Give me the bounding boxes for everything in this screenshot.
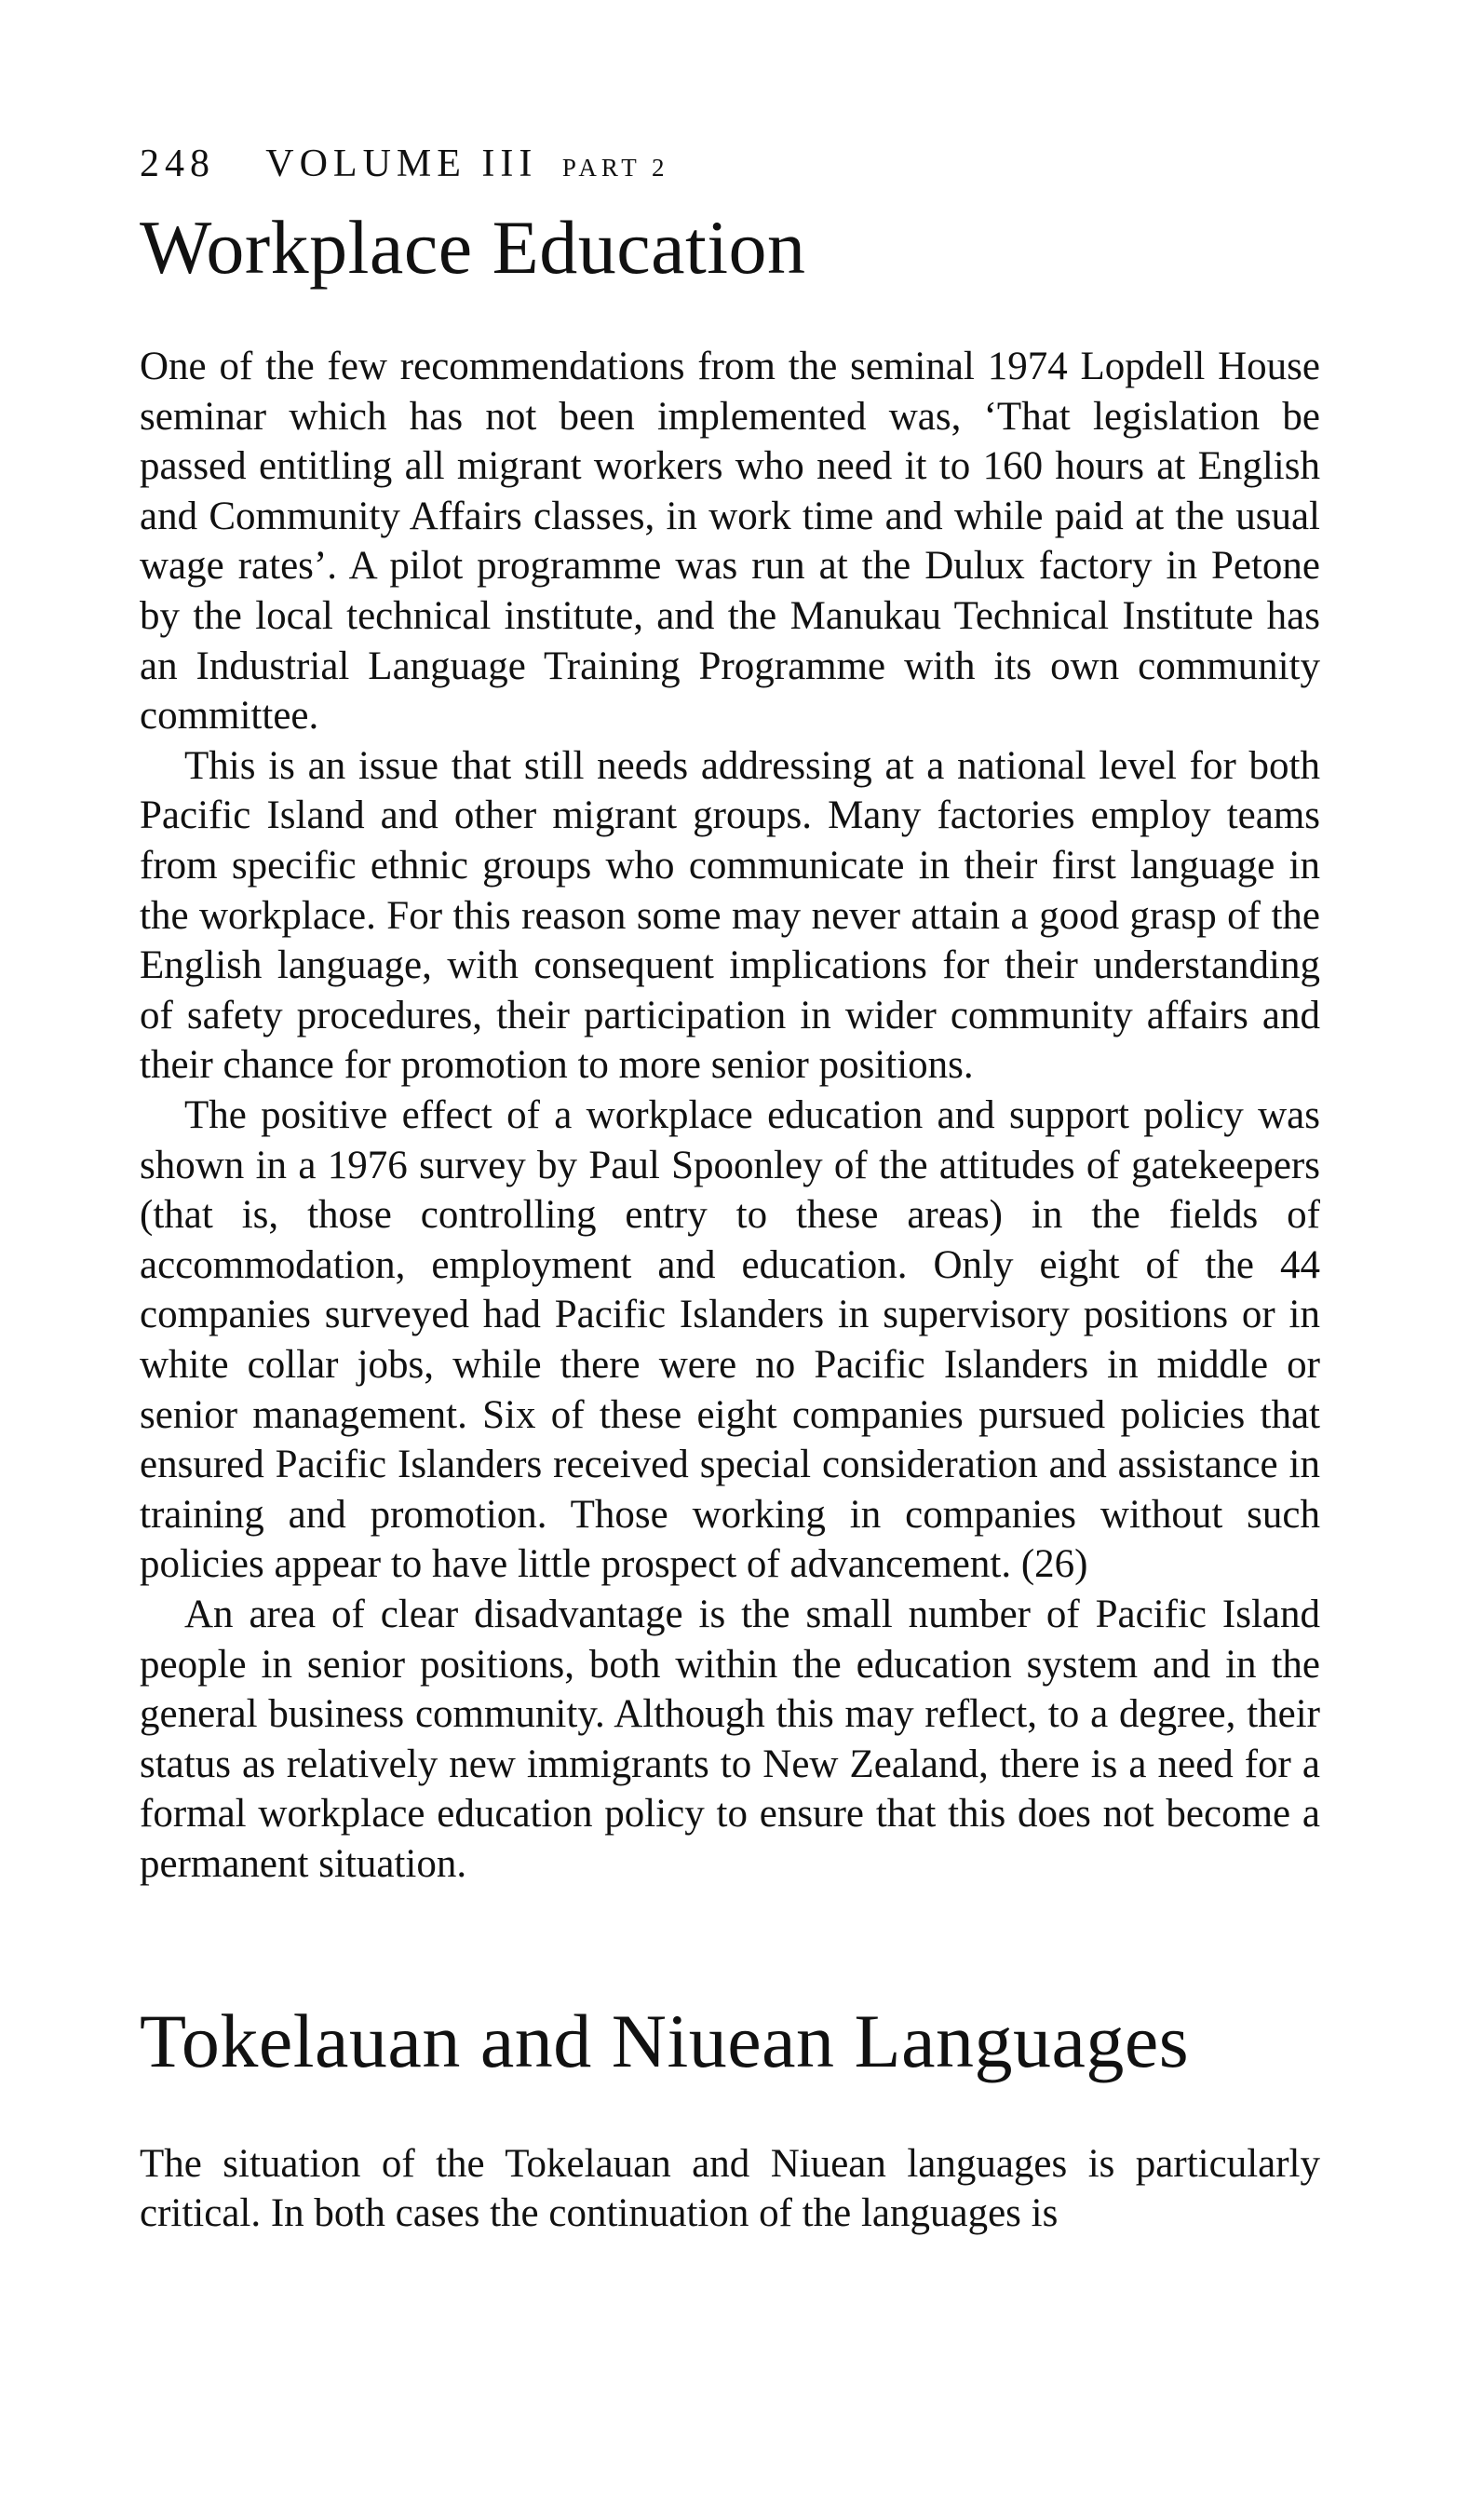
volume-label: VOLUME III xyxy=(265,142,538,185)
paragraph: An area of clear disadvantage is the small number of Pacific Island people in senior positions, both within the education system and in the general business community. Although this may reflect, to a degree, their status as relatively new immigrants to New Zealand, there is a need for a formal workplace education policy to ensure that this does not become a permanent situation. xyxy=(140,1592,1320,1886)
section-title-tokelauan-niuean-languages: Tokelauan and Niuean Languages xyxy=(140,1998,1190,2083)
page-number: 248 xyxy=(140,142,215,185)
paragraph: The situation of the Tokelauan and Niuean languages is particularly critical. In both cases the continuation of the languages is xyxy=(140,2141,1320,2236)
paragraph: This is an issue that still needs addressing at a national level for both Pacific Island and other migrant groups. Many factories employ teams from specific ethnic groups who communicate in their first language in the workplace. For this reason some may never attain a good grasp of the English language, with consequent implications for their understanding of safety procedures, their participation in wider community affairs and their chance for promotion to more senior positions. xyxy=(140,743,1320,1088)
part-label: PART 2 xyxy=(561,154,669,182)
section-title-workplace-education: Workplace Education xyxy=(140,205,806,290)
paragraph: The positive effect of a workplace education and support policy was shown in a 1976 survey by Paul Spoonley of the attitudes of gatekeepers (that is, those controlling entry to these areas) in the fields of accommodation, employment and education. Only eight of the 44 companies surveyed had Pacific Islanders in supervisory positions or in white collar jobs, while there were no Pacific Islanders in middle or senior management. Six of these eight companies pursued policies that ensured Pacific Islanders received special consideration and assistance in training and promotion. Those working in companies without such policies appear to have little prospect of advancement. (26) xyxy=(140,1093,1320,1587)
paragraph: One of the few recommendations from the seminal 1974 Lopdell House seminar which has not been implemented was, ‘That legislation be passed entitling all migrant workers who need it to 160 hours at English and Community Affairs classes, in work time and while paid at the usual wage rates’. A pilot programme was run at the Dulux factory in Petone by the local technical institute, and the Manukau Technical Institute has an Industrial Language Training Programme with its own community committee. xyxy=(140,345,1320,739)
running-head xyxy=(140,144,1320,183)
document-page xyxy=(140,144,1320,2239)
